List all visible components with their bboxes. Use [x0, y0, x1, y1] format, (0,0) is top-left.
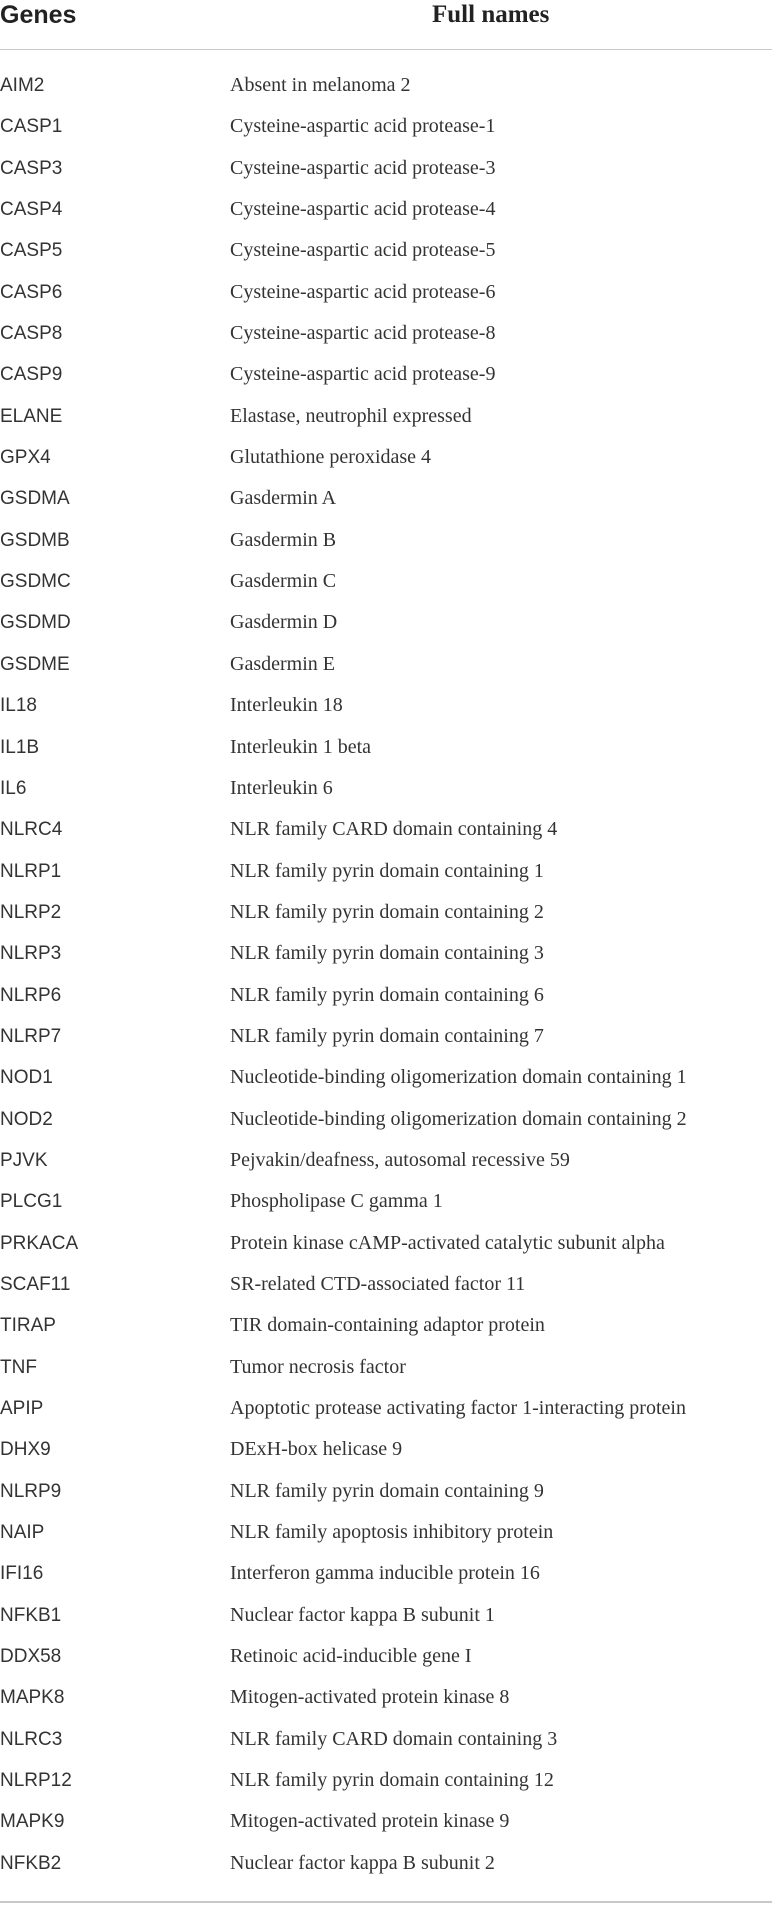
table-row: [0, 520, 772, 561]
gene-symbol: DHX9: [0, 1439, 51, 1461]
gene-full-name: TIR domain-containing adaptor protein: [230, 1314, 545, 1337]
table-row: [0, 975, 772, 1016]
gene-symbol: CASP5: [0, 240, 63, 262]
table-row: [0, 1264, 772, 1305]
gene-full-name: Apoptotic protease activating factor 1-interacting protein: [230, 1397, 686, 1419]
gene-symbol: IL6: [0, 777, 27, 799]
table-row: [0, 65, 772, 106]
gene-full-name: NLR family pyrin domain containing 6: [230, 983, 544, 1006]
gene-symbol: PLCG1: [0, 1191, 63, 1213]
table-row: [0, 892, 772, 933]
gene-full-name: NLR family pyrin domain containing 9: [230, 1479, 544, 1502]
gene-symbol: NLRC4: [0, 819, 63, 841]
gene-symbol: NLRP9: [0, 1480, 62, 1502]
table-row: [0, 1388, 772, 1429]
table-row: [0, 1099, 772, 1140]
table-row: [0, 396, 772, 437]
gene-full-name: Mitogen-activated protein kinase 9: [230, 1810, 510, 1833]
gene-symbol: AIM2: [0, 75, 45, 96]
gene-symbol: NOD2: [0, 1108, 53, 1130]
gene-symbol: SCAF11: [0, 1273, 71, 1295]
table-row: [0, 189, 772, 230]
gene-symbol: GSDMC: [0, 571, 71, 593]
gene-symbol: NLRC3: [0, 1728, 63, 1750]
gene-symbol: PRKACA: [0, 1232, 79, 1254]
gene-full-name: Gasdermin B: [230, 528, 337, 551]
table-row: [0, 354, 772, 395]
gene-full-name: Cysteine-aspartic acid protease-4: [230, 198, 496, 221]
gene-symbol: NOD1: [0, 1067, 53, 1089]
table-row: [0, 106, 772, 147]
table-row: [0, 1223, 772, 1264]
table-row: [0, 727, 772, 768]
gene-symbol: NLRP12: [0, 1770, 72, 1792]
gene-symbol: IFI16: [0, 1563, 44, 1585]
gene-full-name: NLR family pyrin domain containing 7: [230, 1024, 544, 1047]
gene-full-name: DExH-box helicase 9: [230, 1438, 403, 1461]
gene-full-name: Gasdermin C: [230, 570, 337, 593]
gene-symbol: GSDME: [0, 653, 70, 675]
table-row: [0, 1347, 772, 1388]
table-row: [0, 1636, 772, 1677]
gene-symbol: NFKB2: [0, 1852, 62, 1874]
gene-symbol: CASP9: [0, 364, 63, 386]
table-row: [0, 1305, 772, 1346]
gene-symbol: GSDMA: [0, 488, 70, 510]
table-row: [0, 851, 772, 892]
table-bottom-rule: [0, 1901, 772, 1903]
gene-full-name: Gasdermin A: [230, 487, 337, 510]
gene-symbol: CASP4: [0, 199, 63, 221]
table-row: [0, 602, 772, 643]
table-row: [0, 1843, 772, 1884]
header-divider: [0, 49, 772, 50]
table-row: [0, 1471, 772, 1512]
gene-full-name: NLR family CARD domain containing 3: [230, 1727, 558, 1750]
gene-symbol: NLRP2: [0, 901, 62, 923]
gene-full-name: Mitogen-activated protein kinase 8: [230, 1686, 510, 1709]
gene-full-name: Interferon gamma inducible protein 16: [230, 1562, 540, 1585]
gene-symbol: NLRP7: [0, 1025, 62, 1047]
gene-full-name: Cysteine-aspartic acid protease-1: [230, 115, 496, 138]
table-row: [0, 1595, 772, 1636]
table-row: [0, 685, 772, 726]
gene-full-name: Cysteine-aspartic acid protease-3: [230, 156, 496, 179]
table-body: [0, 65, 772, 1884]
gene-full-name: Gasdermin E: [230, 652, 335, 675]
gene-symbol: IL1B: [0, 736, 40, 758]
table-row: [0, 1719, 772, 1760]
table-row: [0, 478, 772, 519]
gene-symbol: NLRP1: [0, 860, 62, 882]
gene-symbol: TIRAP: [0, 1315, 56, 1337]
gene-full-name: Gasdermin D: [230, 611, 338, 634]
gene-full-name: Nuclear factor kappa B subunit 2: [230, 1851, 495, 1874]
gene-symbol: NLRP3: [0, 943, 62, 965]
gene-full-name: Phospholipase C gamma 1: [230, 1190, 443, 1213]
gene-full-name: Retinoic acid-inducible gene I: [230, 1645, 472, 1668]
header-full-names: Full names: [432, 1, 550, 28]
gene-symbol: NFKB1: [0, 1604, 62, 1626]
gene-full-name: Interleukin 6: [230, 776, 333, 799]
table-row: [0, 272, 772, 313]
gene-symbol: NLRP6: [0, 984, 62, 1006]
table-row: [0, 1181, 772, 1222]
table-row: [0, 313, 772, 354]
gene-full-name: NLR family apoptosis inhibitory protein: [230, 1521, 554, 1544]
gene-symbol: GPX4: [0, 447, 51, 469]
gene-symbol: CASP8: [0, 323, 63, 345]
gene-full-name: Cysteine-aspartic acid protease-6: [230, 280, 496, 303]
table-row: [0, 230, 772, 271]
gene-full-name: Nucleotide-binding oligomerization domain containing 1: [230, 1066, 687, 1089]
table-row: [0, 437, 772, 478]
gene-symbol: PJVK: [0, 1149, 48, 1171]
gene-symbol: APIP: [0, 1398, 44, 1419]
gene-full-name: Cysteine-aspartic acid protease-5: [230, 239, 496, 262]
table-row: [0, 1057, 772, 1098]
gene-full-name: Nucleotide-binding oligomerization domain containing 2: [230, 1107, 687, 1130]
gene-full-name: Nuclear factor kappa B subunit 1: [230, 1603, 495, 1626]
table-row: [0, 1429, 772, 1470]
gene-full-name: NLR family CARD domain containing 4: [230, 818, 558, 841]
gene-symbol: IL18: [0, 695, 37, 717]
gene-full-name: Pejvakin/deafness, autosomal recessive 59: [230, 1148, 570, 1171]
gene-full-name: Glutathione peroxidase 4: [230, 446, 432, 469]
gene-symbol: MAPK9: [0, 1811, 65, 1833]
gene-symbol: ELANE: [0, 405, 63, 427]
gene-symbol: NAIP: [0, 1522, 45, 1544]
table-row: [0, 1801, 772, 1842]
table-row: [0, 1512, 772, 1553]
gene-full-name: Tumor necrosis factor: [230, 1355, 406, 1378]
gene-symbol: CASP3: [0, 157, 63, 179]
table-row: [0, 1760, 772, 1801]
header-genes: Genes: [0, 1, 77, 29]
gene-full-name: NLR family pyrin domain containing 12: [230, 1769, 554, 1792]
gene-full-name: Absent in melanoma 2: [230, 74, 411, 96]
gene-full-name: Cysteine-aspartic acid protease-8: [230, 322, 496, 345]
gene-symbol: GSDMB: [0, 529, 70, 551]
gene-full-name: Protein kinase cAMP-activated catalytic subunit alpha: [230, 1231, 665, 1254]
gene-symbol: CASP1: [0, 116, 63, 138]
table-row: [0, 148, 772, 189]
gene-full-name: Interleukin 1 beta: [230, 735, 372, 758]
table-row: [0, 1016, 772, 1057]
table-row: [0, 1553, 772, 1594]
gene-full-name: Elastase, neutrophil expressed: [230, 404, 472, 427]
table-row: [0, 1140, 772, 1181]
gene-full-name: SR-related CTD-associated factor 11: [230, 1272, 526, 1295]
table-row: [0, 768, 772, 809]
gene-full-name: NLR family pyrin domain containing 2: [230, 900, 544, 923]
table-row: [0, 1677, 772, 1718]
gene-full-name: Interleukin 18: [230, 694, 343, 717]
gene-symbol: GSDMD: [0, 612, 71, 634]
gene-symbol: CASP6: [0, 281, 63, 303]
gene-full-name: Cysteine-aspartic acid protease-9: [230, 363, 496, 386]
table-header: [0, 0, 772, 50]
gene-symbol: MAPK8: [0, 1687, 65, 1709]
table-row: [0, 561, 772, 602]
table-row: [0, 644, 772, 685]
gene-full-name: NLR family pyrin domain containing 1: [230, 859, 544, 882]
table-row: [0, 933, 772, 974]
table-row: [0, 809, 772, 850]
gene-full-name: NLR family pyrin domain containing 3: [230, 942, 544, 965]
gene-symbol: DDX58: [0, 1646, 62, 1668]
gene-symbol: TNF: [0, 1356, 37, 1378]
